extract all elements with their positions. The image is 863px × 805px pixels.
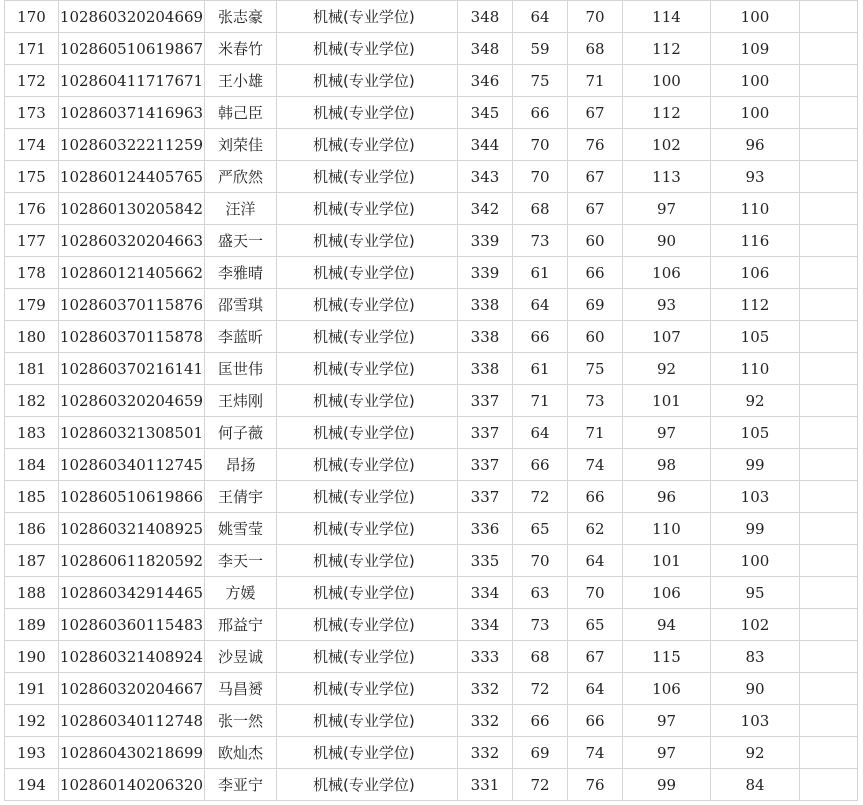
table-row <box>5 257 858 289</box>
major-cell: 机械(专业学位) <box>277 609 458 641</box>
empty-cell <box>800 161 858 193</box>
candidate-id-cell: 102860130205842 <box>59 193 205 225</box>
row-number-cell: 188 <box>5 577 59 609</box>
total-score-cell: 332 <box>458 737 513 769</box>
total-score-cell: 331 <box>458 769 513 801</box>
politics-score-cell: 61 <box>513 257 568 289</box>
politics-score-cell: 72 <box>513 481 568 513</box>
english-score-cell: 74 <box>568 737 623 769</box>
total-score-cell: 333 <box>458 641 513 673</box>
candidate-name-cell: 邵雪琪 <box>205 289 277 321</box>
professional-score-cell: 109 <box>711 33 800 65</box>
empty-cell <box>800 353 858 385</box>
politics-score-cell: 73 <box>513 609 568 641</box>
politics-score-cell: 70 <box>513 545 568 577</box>
politics-score-cell: 64 <box>513 1 568 33</box>
row-number-cell: 182 <box>5 385 59 417</box>
candidate-name-cell: 盛天一 <box>205 225 277 257</box>
row-number-cell: 175 <box>5 161 59 193</box>
english-score-cell: 70 <box>568 1 623 33</box>
major-cell: 机械(专业学位) <box>277 289 458 321</box>
candidate-name-cell: 米春竹 <box>205 33 277 65</box>
professional-score-cell: 100 <box>711 65 800 97</box>
table-row <box>5 737 858 769</box>
empty-cell <box>800 65 858 97</box>
empty-cell <box>800 225 858 257</box>
candidate-name-cell: 张志豪 <box>205 1 277 33</box>
table-row <box>5 673 858 705</box>
english-score-cell: 65 <box>568 609 623 641</box>
professional-score-cell: 96 <box>711 129 800 161</box>
candidate-name-cell: 何子薇 <box>205 417 277 449</box>
math-score-cell: 106 <box>623 257 711 289</box>
english-score-cell: 66 <box>568 705 623 737</box>
table-row <box>5 705 858 737</box>
table-row <box>5 289 858 321</box>
professional-score-cell: 99 <box>711 449 800 481</box>
table-row <box>5 33 858 65</box>
english-score-cell: 67 <box>568 641 623 673</box>
math-score-cell: 110 <box>623 513 711 545</box>
english-score-cell: 68 <box>568 33 623 65</box>
professional-score-cell: 103 <box>711 481 800 513</box>
politics-score-cell: 66 <box>513 321 568 353</box>
candidate-id-cell: 102860340112745 <box>59 449 205 481</box>
candidate-name-cell: 邢益宁 <box>205 609 277 641</box>
row-number-cell: 183 <box>5 417 59 449</box>
total-score-cell: 337 <box>458 385 513 417</box>
row-number-cell: 180 <box>5 321 59 353</box>
english-score-cell: 67 <box>568 161 623 193</box>
math-score-cell: 96 <box>623 481 711 513</box>
empty-cell <box>800 33 858 65</box>
major-cell: 机械(专业学位) <box>277 193 458 225</box>
candidate-id-cell: 102860510619866 <box>59 481 205 513</box>
table-row <box>5 609 858 641</box>
candidate-id-cell: 102860360115483 <box>59 609 205 641</box>
candidate-id-cell: 102860140206320 <box>59 769 205 801</box>
english-score-cell: 62 <box>568 513 623 545</box>
total-score-cell: 339 <box>458 257 513 289</box>
professional-score-cell: 105 <box>711 321 800 353</box>
professional-score-cell: 83 <box>711 641 800 673</box>
table-row <box>5 225 858 257</box>
empty-cell <box>800 193 858 225</box>
candidate-name-cell: 汪洋 <box>205 193 277 225</box>
candidate-name-cell: 李蓝昕 <box>205 321 277 353</box>
politics-score-cell: 72 <box>513 769 568 801</box>
total-score-cell: 337 <box>458 481 513 513</box>
major-cell: 机械(专业学位) <box>277 737 458 769</box>
professional-score-cell: 92 <box>711 737 800 769</box>
politics-score-cell: 65 <box>513 513 568 545</box>
professional-score-cell: 103 <box>711 705 800 737</box>
table-row <box>5 769 858 801</box>
empty-cell <box>800 673 858 705</box>
total-score-cell: 338 <box>458 289 513 321</box>
candidate-id-cell: 102860124405765 <box>59 161 205 193</box>
row-number-cell: 193 <box>5 737 59 769</box>
professional-score-cell: 105 <box>711 417 800 449</box>
english-score-cell: 66 <box>568 257 623 289</box>
major-cell: 机械(专业学位) <box>277 545 458 577</box>
candidate-name-cell: 马昌赟 <box>205 673 277 705</box>
empty-cell <box>800 449 858 481</box>
candidate-id-cell: 102860510619867 <box>59 33 205 65</box>
professional-score-cell: 93 <box>711 161 800 193</box>
empty-cell <box>800 545 858 577</box>
total-score-cell: 332 <box>458 705 513 737</box>
major-cell: 机械(专业学位) <box>277 129 458 161</box>
major-cell: 机械(专业学位) <box>277 225 458 257</box>
row-number-cell: 171 <box>5 33 59 65</box>
table-row <box>5 577 858 609</box>
empty-cell <box>800 705 858 737</box>
empty-cell <box>800 1 858 33</box>
math-score-cell: 94 <box>623 609 711 641</box>
candidate-id-cell: 102860611820592 <box>59 545 205 577</box>
empty-cell <box>800 513 858 545</box>
math-score-cell: 101 <box>623 385 711 417</box>
table-row <box>5 1 858 33</box>
professional-score-cell: 95 <box>711 577 800 609</box>
english-score-cell: 60 <box>568 321 623 353</box>
row-number-cell: 177 <box>5 225 59 257</box>
major-cell: 机械(专业学位) <box>277 449 458 481</box>
candidate-name-cell: 李天一 <box>205 545 277 577</box>
total-score-cell: 348 <box>458 33 513 65</box>
row-number-cell: 190 <box>5 641 59 673</box>
professional-score-cell: 92 <box>711 385 800 417</box>
professional-score-cell: 100 <box>711 545 800 577</box>
major-cell: 机械(专业学位) <box>277 161 458 193</box>
english-score-cell: 76 <box>568 129 623 161</box>
english-score-cell: 66 <box>568 481 623 513</box>
major-cell: 机械(专业学位) <box>277 97 458 129</box>
professional-score-cell: 110 <box>711 353 800 385</box>
major-cell: 机械(专业学位) <box>277 577 458 609</box>
table-row <box>5 417 858 449</box>
candidate-id-cell: 102860320204669 <box>59 1 205 33</box>
math-score-cell: 97 <box>623 737 711 769</box>
math-score-cell: 102 <box>623 129 711 161</box>
candidate-name-cell: 匡世伟 <box>205 353 277 385</box>
table-row <box>5 353 858 385</box>
candidate-name-cell: 王小雄 <box>205 65 277 97</box>
politics-score-cell: 73 <box>513 225 568 257</box>
total-score-cell: 334 <box>458 609 513 641</box>
empty-cell <box>800 129 858 161</box>
candidate-id-cell: 102860320204667 <box>59 673 205 705</box>
major-cell: 机械(专业学位) <box>277 417 458 449</box>
candidate-id-cell: 102860321408924 <box>59 641 205 673</box>
empty-cell <box>800 417 858 449</box>
total-score-cell: 346 <box>458 65 513 97</box>
professional-score-cell: 110 <box>711 193 800 225</box>
candidate-name-cell: 李雅晴 <box>205 257 277 289</box>
english-score-cell: 64 <box>568 545 623 577</box>
math-score-cell: 101 <box>623 545 711 577</box>
empty-cell <box>800 385 858 417</box>
politics-score-cell: 72 <box>513 673 568 705</box>
politics-score-cell: 75 <box>513 65 568 97</box>
total-score-cell: 342 <box>458 193 513 225</box>
row-number-cell: 191 <box>5 673 59 705</box>
professional-score-cell: 112 <box>711 289 800 321</box>
row-number-cell: 187 <box>5 545 59 577</box>
major-cell: 机械(专业学位) <box>277 33 458 65</box>
total-score-cell: 337 <box>458 449 513 481</box>
table-row <box>5 65 858 97</box>
politics-score-cell: 64 <box>513 289 568 321</box>
total-score-cell: 335 <box>458 545 513 577</box>
professional-score-cell: 90 <box>711 673 800 705</box>
candidate-name-cell: 王炜刚 <box>205 385 277 417</box>
table-row <box>5 545 858 577</box>
row-number-cell: 181 <box>5 353 59 385</box>
total-score-cell: 339 <box>458 225 513 257</box>
math-score-cell: 97 <box>623 705 711 737</box>
candidate-id-cell: 102860370115878 <box>59 321 205 353</box>
major-cell: 机械(专业学位) <box>277 481 458 513</box>
table-row <box>5 97 858 129</box>
total-score-cell: 338 <box>458 321 513 353</box>
math-score-cell: 114 <box>623 1 711 33</box>
table-row <box>5 641 858 673</box>
empty-cell <box>800 641 858 673</box>
table-row <box>5 385 858 417</box>
candidate-name-cell: 韩己臣 <box>205 97 277 129</box>
math-score-cell: 97 <box>623 193 711 225</box>
candidate-id-cell: 102860371416963 <box>59 97 205 129</box>
professional-score-cell: 106 <box>711 257 800 289</box>
empty-cell <box>800 769 858 801</box>
math-score-cell: 97 <box>623 417 711 449</box>
politics-score-cell: 70 <box>513 129 568 161</box>
total-score-cell: 336 <box>458 513 513 545</box>
major-cell: 机械(专业学位) <box>277 673 458 705</box>
candidate-name-cell: 方媛 <box>205 577 277 609</box>
candidate-name-cell: 沙昱诚 <box>205 641 277 673</box>
candidate-id-cell: 102860411717671 <box>59 65 205 97</box>
candidate-name-cell: 王倩宇 <box>205 481 277 513</box>
politics-score-cell: 70 <box>513 161 568 193</box>
professional-score-cell: 102 <box>711 609 800 641</box>
major-cell: 机械(专业学位) <box>277 1 458 33</box>
total-score-cell: 343 <box>458 161 513 193</box>
candidate-name-cell: 张一然 <box>205 705 277 737</box>
candidate-id-cell: 102860322211259 <box>59 129 205 161</box>
english-score-cell: 71 <box>568 65 623 97</box>
candidate-name-cell: 欧灿杰 <box>205 737 277 769</box>
english-score-cell: 67 <box>568 193 623 225</box>
row-number-cell: 170 <box>5 1 59 33</box>
math-score-cell: 98 <box>623 449 711 481</box>
major-cell: 机械(专业学位) <box>277 641 458 673</box>
math-score-cell: 112 <box>623 97 711 129</box>
math-score-cell: 107 <box>623 321 711 353</box>
table-row <box>5 161 858 193</box>
total-score-cell: 332 <box>458 673 513 705</box>
politics-score-cell: 64 <box>513 417 568 449</box>
major-cell: 机械(专业学位) <box>277 769 458 801</box>
table-row <box>5 321 858 353</box>
professional-score-cell: 84 <box>711 769 800 801</box>
row-number-cell: 189 <box>5 609 59 641</box>
candidate-name-cell: 刘荣佳 <box>205 129 277 161</box>
candidate-name-cell: 姚雪莹 <box>205 513 277 545</box>
candidate-id-cell: 102860320204659 <box>59 385 205 417</box>
professional-score-cell: 100 <box>711 1 800 33</box>
english-score-cell: 76 <box>568 769 623 801</box>
total-score-cell: 338 <box>458 353 513 385</box>
total-score-cell: 348 <box>458 1 513 33</box>
politics-score-cell: 71 <box>513 385 568 417</box>
major-cell: 机械(专业学位) <box>277 257 458 289</box>
total-score-cell: 344 <box>458 129 513 161</box>
english-score-cell: 69 <box>568 289 623 321</box>
math-score-cell: 115 <box>623 641 711 673</box>
empty-cell <box>800 257 858 289</box>
major-cell: 机械(专业学位) <box>277 321 458 353</box>
row-number-cell: 186 <box>5 513 59 545</box>
math-score-cell: 112 <box>623 33 711 65</box>
row-number-cell: 174 <box>5 129 59 161</box>
table-row <box>5 513 858 545</box>
politics-score-cell: 69 <box>513 737 568 769</box>
candidate-id-cell: 102860321308501 <box>59 417 205 449</box>
math-score-cell: 113 <box>623 161 711 193</box>
row-number-cell: 176 <box>5 193 59 225</box>
politics-score-cell: 61 <box>513 353 568 385</box>
math-score-cell: 93 <box>623 289 711 321</box>
politics-score-cell: 59 <box>513 33 568 65</box>
math-score-cell: 106 <box>623 673 711 705</box>
candidate-id-cell: 102860320204663 <box>59 225 205 257</box>
english-score-cell: 73 <box>568 385 623 417</box>
row-number-cell: 194 <box>5 769 59 801</box>
row-number-cell: 179 <box>5 289 59 321</box>
politics-score-cell: 66 <box>513 449 568 481</box>
english-score-cell: 70 <box>568 577 623 609</box>
row-number-cell: 192 <box>5 705 59 737</box>
candidate-name-cell: 李亚宁 <box>205 769 277 801</box>
score-table <box>4 0 858 801</box>
candidate-id-cell: 102860370216141 <box>59 353 205 385</box>
table-row <box>5 193 858 225</box>
major-cell: 机械(专业学位) <box>277 353 458 385</box>
english-score-cell: 71 <box>568 417 623 449</box>
professional-score-cell: 100 <box>711 97 800 129</box>
politics-score-cell: 66 <box>513 97 568 129</box>
english-score-cell: 67 <box>568 97 623 129</box>
row-number-cell: 173 <box>5 97 59 129</box>
professional-score-cell: 116 <box>711 225 800 257</box>
empty-cell <box>800 481 858 513</box>
professional-score-cell: 99 <box>711 513 800 545</box>
candidate-id-cell: 102860430218699 <box>59 737 205 769</box>
major-cell: 机械(专业学位) <box>277 513 458 545</box>
empty-cell <box>800 609 858 641</box>
candidate-id-cell: 102860370115876 <box>59 289 205 321</box>
candidate-id-cell: 102860121405662 <box>59 257 205 289</box>
politics-score-cell: 68 <box>513 193 568 225</box>
politics-score-cell: 66 <box>513 705 568 737</box>
row-number-cell: 172 <box>5 65 59 97</box>
major-cell: 机械(专业学位) <box>277 65 458 97</box>
total-score-cell: 334 <box>458 577 513 609</box>
table-row <box>5 481 858 513</box>
table-body <box>5 1 858 801</box>
row-number-cell: 185 <box>5 481 59 513</box>
empty-cell <box>800 577 858 609</box>
math-score-cell: 99 <box>623 769 711 801</box>
candidate-id-cell: 102860321408925 <box>59 513 205 545</box>
candidate-id-cell: 102860342914465 <box>59 577 205 609</box>
empty-cell <box>800 97 858 129</box>
table-row <box>5 449 858 481</box>
english-score-cell: 74 <box>568 449 623 481</box>
major-cell: 机械(专业学位) <box>277 705 458 737</box>
english-score-cell: 64 <box>568 673 623 705</box>
english-score-cell: 60 <box>568 225 623 257</box>
politics-score-cell: 68 <box>513 641 568 673</box>
politics-score-cell: 63 <box>513 577 568 609</box>
row-number-cell: 184 <box>5 449 59 481</box>
empty-cell <box>800 289 858 321</box>
empty-cell <box>800 321 858 353</box>
empty-cell <box>800 737 858 769</box>
row-number-cell: 178 <box>5 257 59 289</box>
english-score-cell: 75 <box>568 353 623 385</box>
total-score-cell: 337 <box>458 417 513 449</box>
table-row <box>5 129 858 161</box>
math-score-cell: 106 <box>623 577 711 609</box>
candidate-id-cell: 102860340112748 <box>59 705 205 737</box>
math-score-cell: 90 <box>623 225 711 257</box>
candidate-name-cell: 严欣然 <box>205 161 277 193</box>
candidate-name-cell: 昂扬 <box>205 449 277 481</box>
major-cell: 机械(专业学位) <box>277 385 458 417</box>
math-score-cell: 100 <box>623 65 711 97</box>
math-score-cell: 92 <box>623 353 711 385</box>
total-score-cell: 345 <box>458 97 513 129</box>
